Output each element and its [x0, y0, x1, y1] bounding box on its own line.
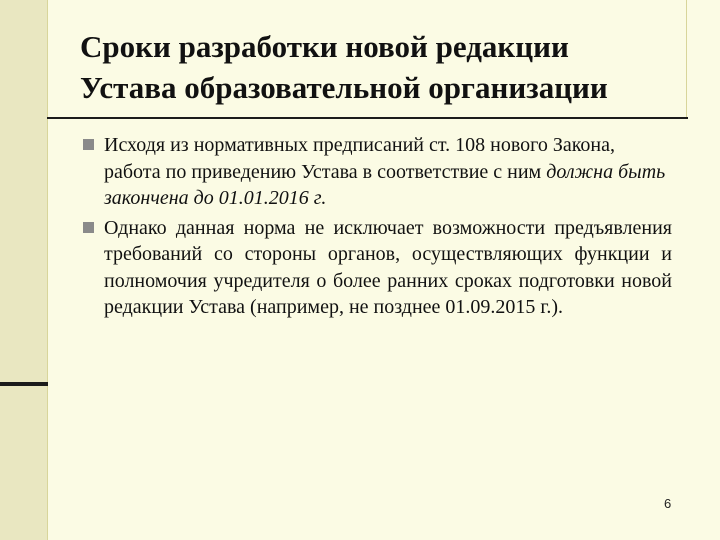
title-frame-line [686, 0, 687, 118]
bullet-text: Однако данная норма не исключает возможности предъявления требований со стороны органов, осуществляющих функции и полномочия учредителя о более ранних сроках подготовки новой редакции Устава (например, не позднее 01.09.2015 г.). [104, 216, 672, 318]
bullet-text: Исходя из нормативных предписаний ст. 108 нового Закона, работа по приведению Устава в соответствие с ним [104, 134, 616, 183]
left-band-divider-lower [47, 386, 48, 540]
slide-title-line-1: Сроки разработки новой редакции [80, 29, 569, 64]
page-number: 6 [664, 496, 672, 511]
title-underline-rule [47, 117, 688, 119]
square-bullet-icon [83, 139, 94, 150]
bullet-text-emphasis: должна быть закончена до 01.01.2016 г. [104, 160, 666, 209]
bullet-item-deadline [82, 132, 672, 212]
left-band-divider [47, 0, 48, 382]
square-bullet-icon [83, 222, 94, 233]
left-band-accent-bar [0, 382, 48, 386]
bullet-list [82, 132, 672, 324]
slide-title-line-2: Устава образовательной организации [80, 70, 608, 105]
bullet-item-earlier-terms [82, 215, 672, 321]
slide-title [80, 26, 680, 108]
left-decorative-band [0, 0, 48, 540]
